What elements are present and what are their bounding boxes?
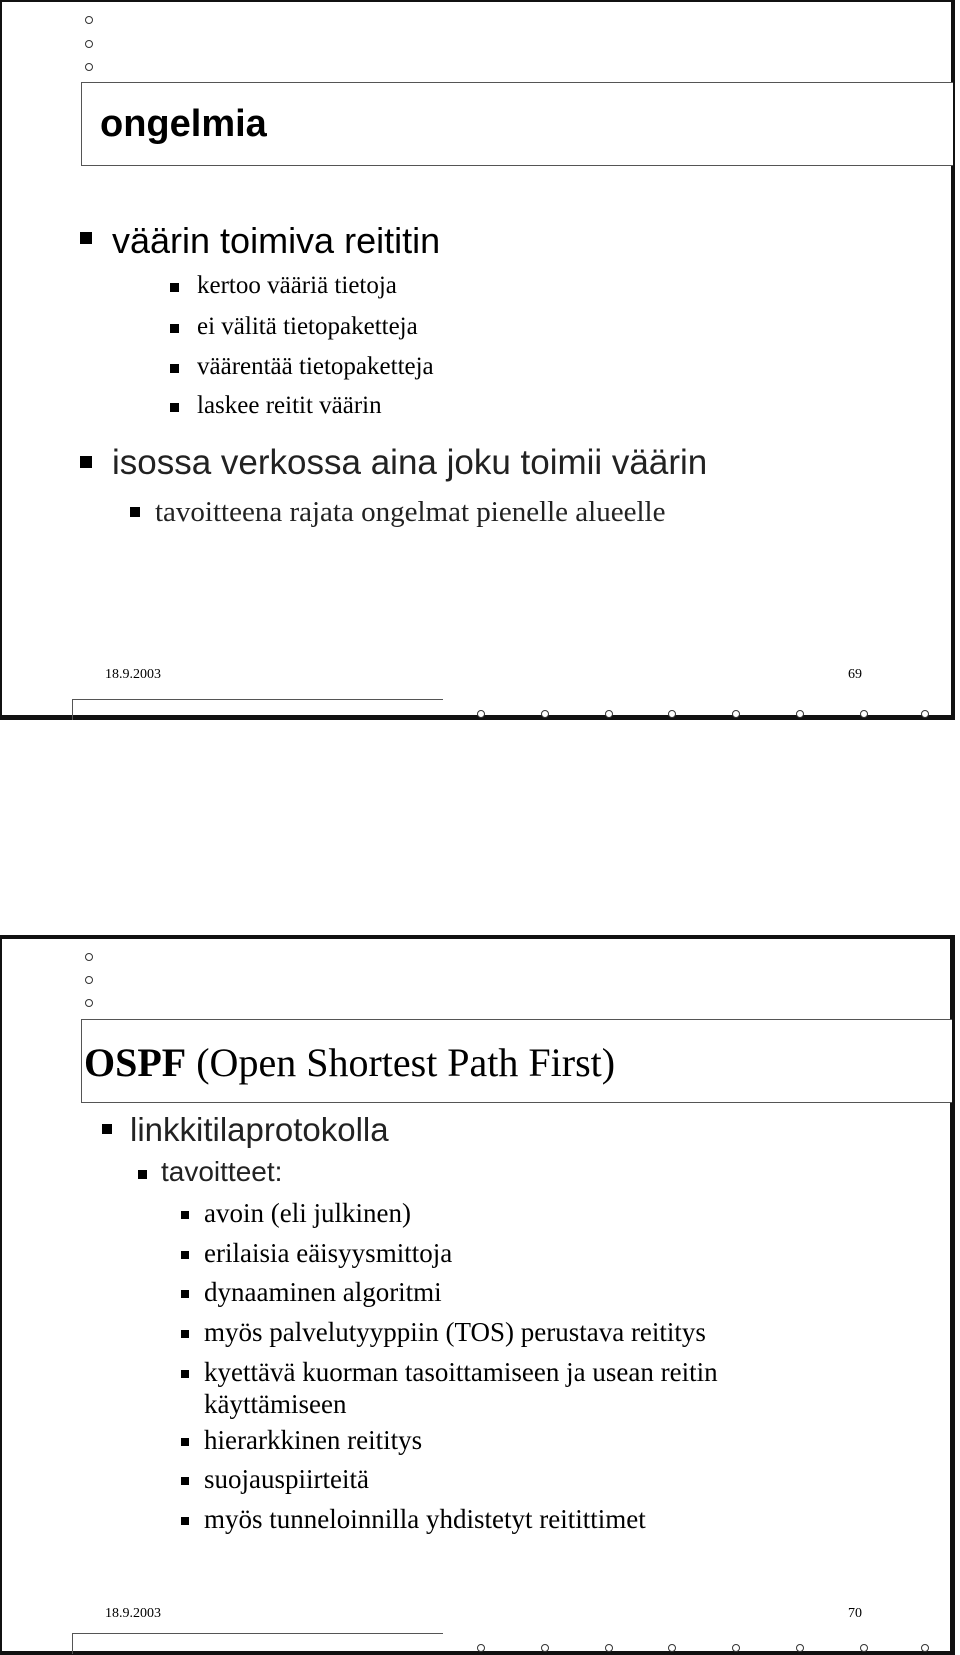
- decor-circle-icon: [85, 40, 93, 48]
- footer-date: 18.9.2003: [105, 667, 161, 682]
- bullet-square-icon: [181, 1517, 189, 1525]
- bullet-item: kertoo vääriä tietoja: [197, 272, 397, 299]
- page-number: 70: [848, 1606, 862, 1621]
- bullet-item: tavoitteet:: [161, 1156, 283, 1187]
- bullet-item: myös tunneloinnilla yhdistetyt reitittimet: [204, 1504, 646, 1534]
- bullet-item: dynaaminen algoritmi: [204, 1277, 442, 1307]
- bullet-item: hierarkkinen reititys: [204, 1425, 423, 1455]
- bullet-item: suojauspiirteitä: [204, 1464, 369, 1494]
- slide-69: [0, 0, 955, 720]
- bullet-square-icon: [170, 324, 179, 333]
- bullet-item: avoin (eli julkinen): [204, 1198, 411, 1228]
- bullet-square-icon: [102, 1124, 112, 1134]
- decor-circle-icon: [732, 1644, 740, 1652]
- decor-circle-icon: [860, 1644, 868, 1652]
- bullet-square-icon: [170, 403, 179, 412]
- decor-circle-icon: [477, 1644, 485, 1652]
- decor-circle-icon: [85, 16, 93, 24]
- bullet-item: myös palvelutyyppiin (TOS) perustava reititys: [204, 1317, 706, 1347]
- bullet-square-icon: [181, 1438, 189, 1446]
- slide-title-box: [81, 1019, 952, 1103]
- bullet-square-icon: [181, 1370, 189, 1378]
- decor-circle-icon: [668, 710, 676, 718]
- bullet-item-continuation: käyttämiseen: [204, 1389, 347, 1419]
- decor-circle-icon: [732, 710, 740, 718]
- slide-title: [84, 1039, 615, 1086]
- decor-circle-icon: [921, 1644, 929, 1652]
- decor-circle-icon: [85, 999, 93, 1007]
- footer-bar: [72, 1633, 443, 1654]
- bullet-item: linkkitilaprotokolla: [130, 1111, 389, 1148]
- decor-circle-icon: [85, 976, 93, 984]
- bullet-item: väärentää tietopaketteja: [197, 353, 434, 380]
- bullet-square-icon: [181, 1211, 189, 1219]
- slide-title-rest: (Open Shortest Path First): [186, 1040, 616, 1085]
- bullet-square-icon: [130, 507, 140, 517]
- bullet-item: erilaisia eäisyysmittoja: [204, 1238, 453, 1268]
- decor-circle-icon: [477, 710, 485, 718]
- bullet-item: isossa verkossa aina joku toimii väärin: [112, 443, 708, 482]
- bullet-square-icon: [80, 232, 92, 244]
- bullet-square-icon: [181, 1477, 189, 1485]
- slide-title: ongelmia: [100, 103, 267, 145]
- bullet-item: ei välitä tietopaketteja: [197, 313, 418, 340]
- decor-circle-icon: [796, 710, 804, 718]
- page-number: 69: [848, 667, 862, 682]
- bullet-square-icon: [170, 283, 179, 292]
- bullet-item: väärin toimiva reititin: [112, 220, 441, 261]
- bullet-item: tavoitteena rajata ongelmat pienelle alueelle: [155, 496, 666, 528]
- bullet-square-icon: [170, 364, 179, 373]
- bullet-square-icon: [80, 456, 92, 468]
- decor-circle-icon: [541, 1644, 549, 1652]
- decor-circle-icon: [541, 710, 549, 718]
- slide-title-bold: OSPF: [84, 1040, 187, 1085]
- bullet-square-icon: [181, 1251, 189, 1259]
- bullet-item: laskee reitit väärin: [197, 392, 382, 419]
- slide-70: [0, 935, 955, 1655]
- slide-title-box: [81, 82, 953, 166]
- footer-bar: [72, 699, 443, 720]
- decor-circle-icon: [668, 1644, 676, 1652]
- decor-circle-icon: [921, 710, 929, 718]
- decor-circle-icon: [605, 1644, 613, 1652]
- bullet-square-icon: [181, 1330, 189, 1338]
- bullet-square-icon: [138, 1170, 147, 1179]
- decor-circle-icon: [796, 1644, 804, 1652]
- bullet-item: kyettävä kuorman tasoittamiseen ja usean reitin: [204, 1357, 718, 1387]
- footer-date: 18.9.2003: [105, 1606, 161, 1621]
- decor-circle-icon: [85, 953, 93, 961]
- decor-circle-icon: [605, 710, 613, 718]
- decor-circle-icon: [860, 710, 868, 718]
- decor-circle-icon: [85, 63, 93, 71]
- bullet-square-icon: [181, 1290, 189, 1298]
